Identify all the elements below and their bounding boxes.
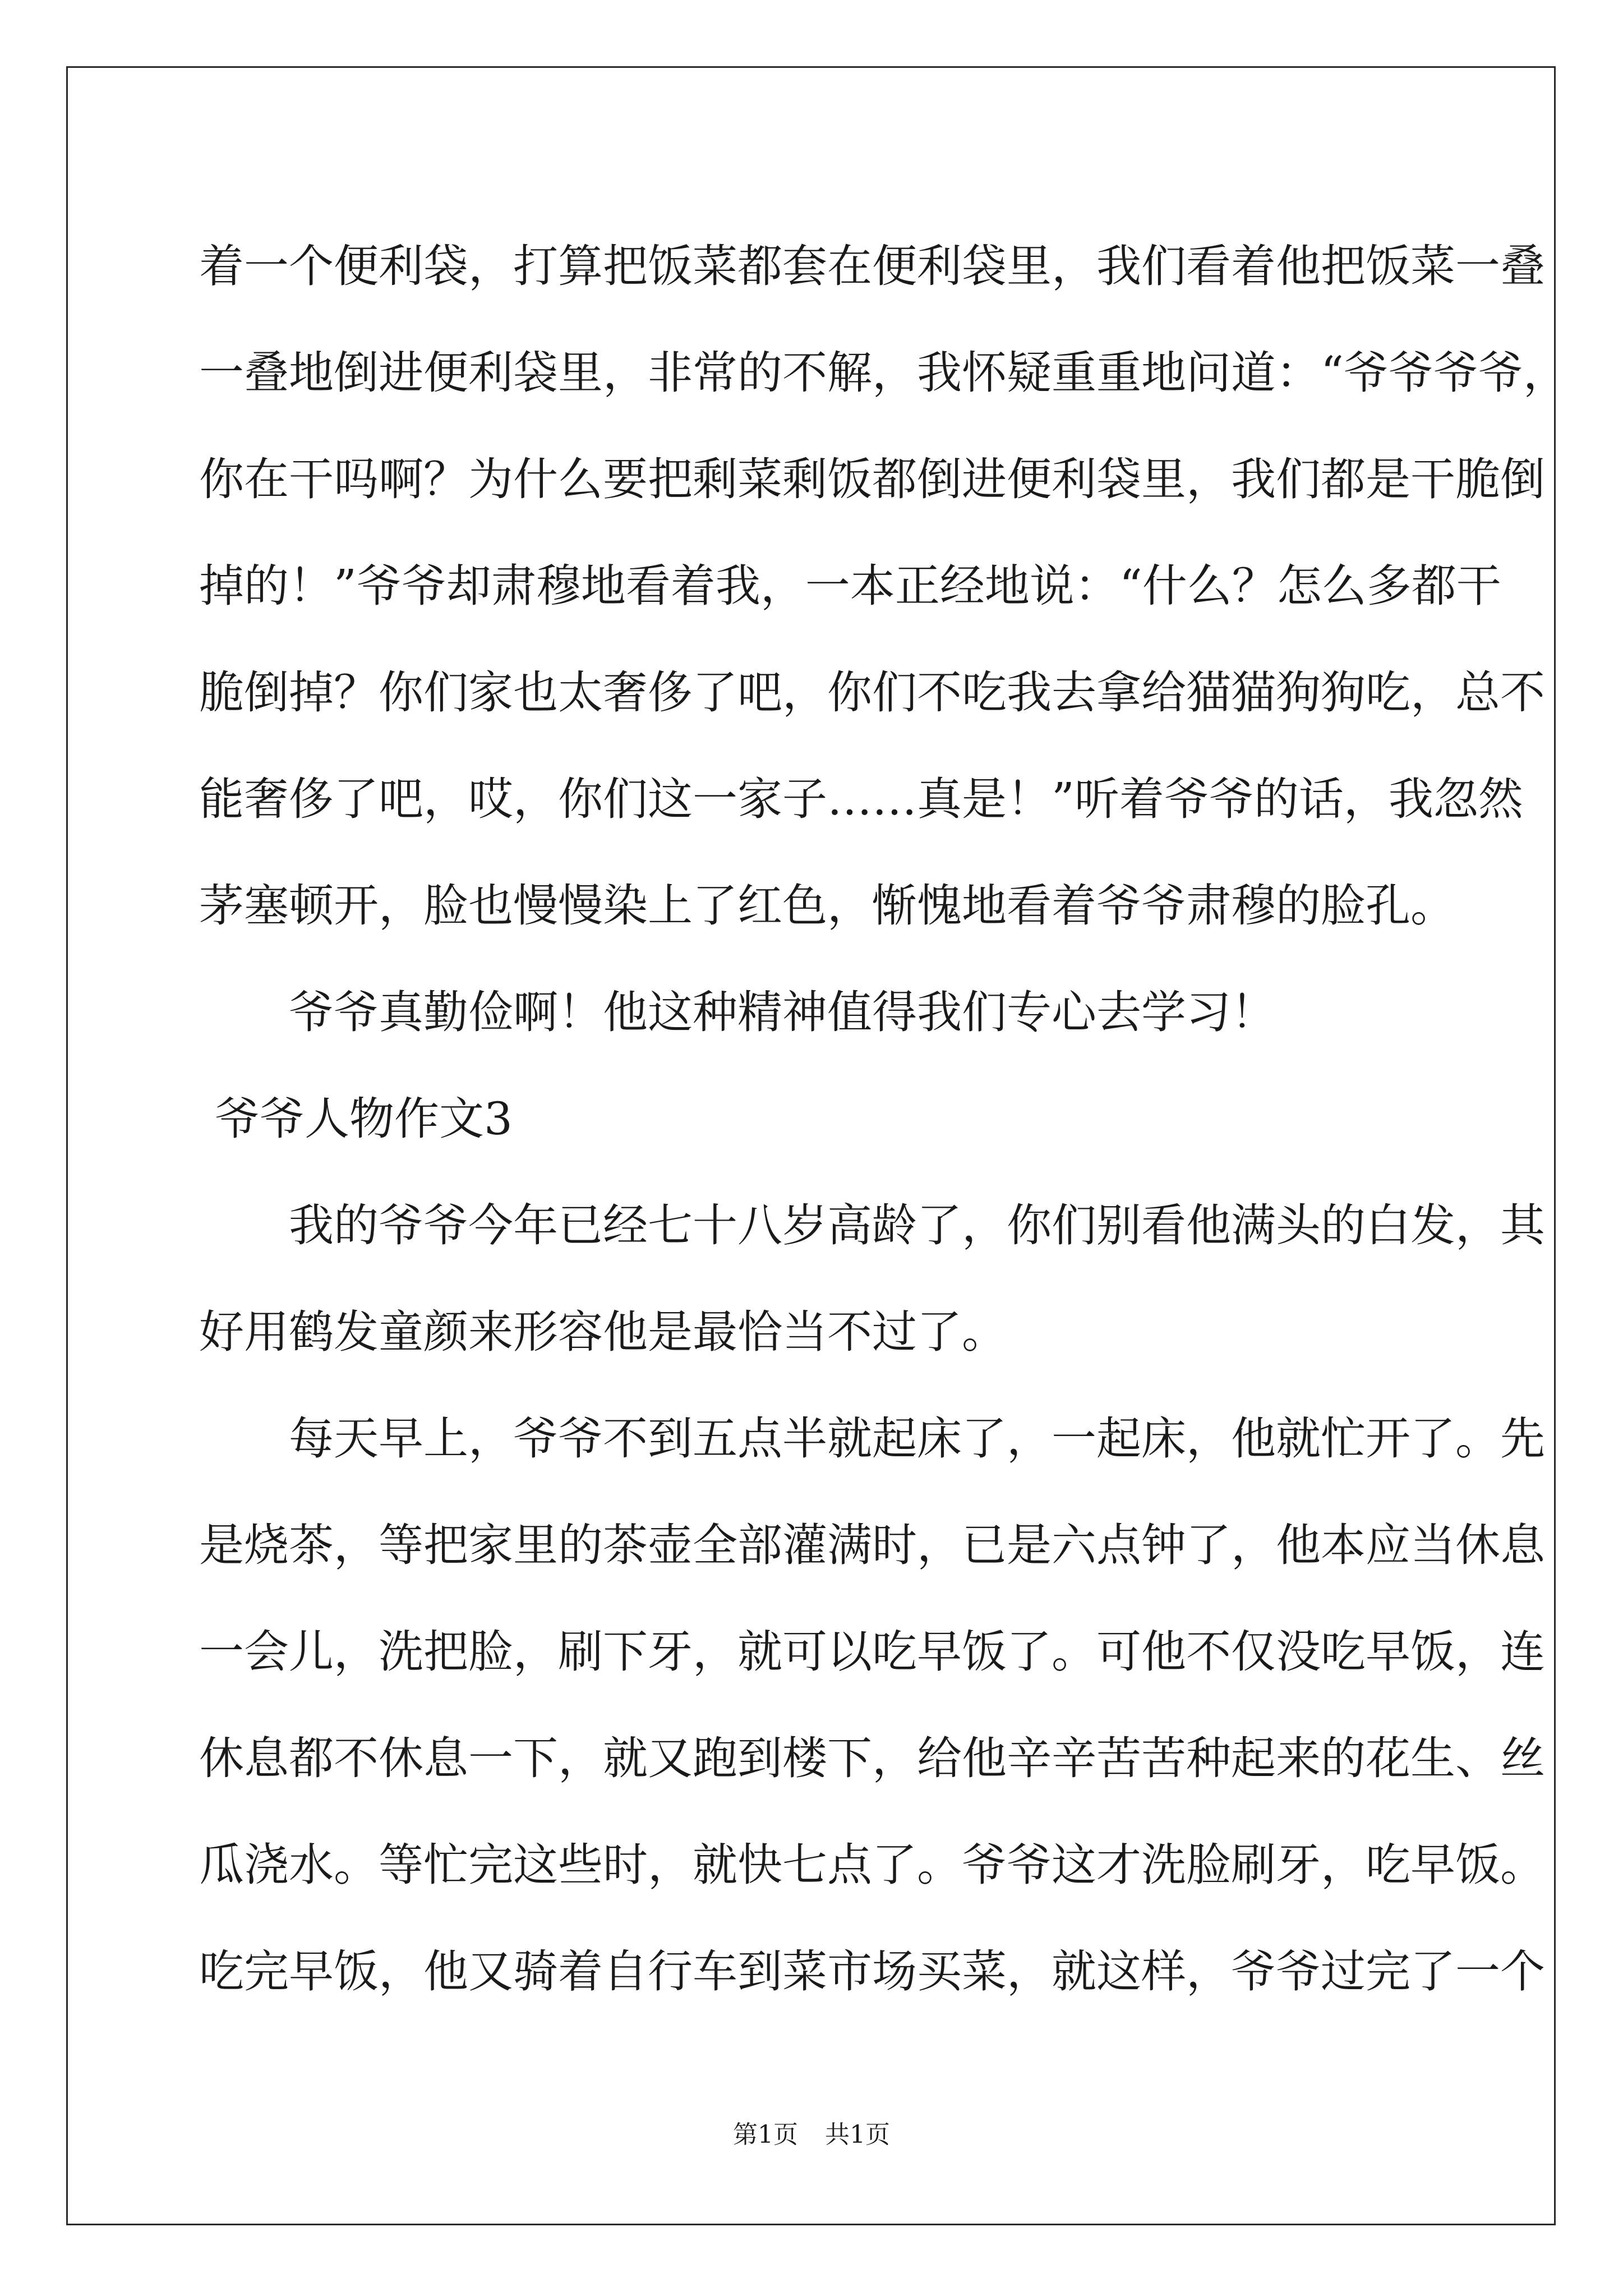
text-line: 爷爷真勤俭啊！他这种精神值得我们专心去学习！ (289, 986, 1276, 1038)
text-line: 着一个便利袋，打算把饭菜都套在便利袋里，我们看着他把饭菜一叠 (199, 240, 1545, 292)
page-number: 第1页 (733, 2120, 798, 2149)
paragraph-3 (199, 1172, 1545, 1386)
text-line: 吃完早饭，他又骑着自行车到菜市场买菜，就这样，爷爷过完了一个 (199, 1945, 1545, 1998)
text-line: 你在干吗啊？为什么要把剩菜剩饭都倒进便利袋里，我们都是干脆倒 (199, 453, 1545, 505)
text-line: 一会儿，洗把脸，刷下牙，就可以吃早饭了。可他不仅没吃早饭，连 (199, 1626, 1545, 1678)
paragraph-1 (199, 213, 1568, 959)
text-line: 好用鹤发童颜来形容他是最恰当不过了。 (199, 1306, 1007, 1358)
section-heading: 爷爷人物作文3 (215, 1093, 513, 1145)
text-line: 掉的！”爷爷却肃穆地看着我，一本正经地说：“什么？怎么多都干 (199, 560, 1501, 612)
text-line: 是烧茶，等把家里的茶壶全部灌满时，已是六点钟了，他本应当休息 (199, 1519, 1545, 1571)
text-line: 休息都不休息一下，就又跑到楼下，给他辛辛苦苦种起来的花生、丝 (199, 1732, 1545, 1784)
text-line: 每天早上，爷爷不到五点半就起床了，一起床，他就忙开了。先 (289, 1412, 1545, 1465)
paragraph-4 (199, 1386, 1545, 2025)
text-line: 能奢侈了吧，哎，你们这一家子……真是！”听着爷爷的话，我忽然 (199, 773, 1523, 825)
text-line: 茅塞顿开，脸也慢慢染上了红色，惭愧地看着爷爷肃穆的脸孔。 (199, 880, 1455, 932)
page-footer (0, 2118, 1623, 2152)
text-line: 一叠地倒进便利袋里，非常的不解，我怀疑重重地问道：“爷爷爷爷， (199, 347, 1568, 399)
page-total: 共1页 (825, 2120, 890, 2149)
text-line: 瓜浇水。等忙完这些时，就快七点了。爷爷这才洗脸刷牙，吃早饭。 (199, 1839, 1545, 1891)
document-body (199, 213, 1568, 2025)
text-line: 脆倒掉？你们家也太奢侈了吧，你们不吃我去拿给猫猫狗狗吃，总不 (199, 666, 1545, 719)
text-line: 我的爷爷今年已经七十八岁高龄了，你们别看他满头的白发，其 (289, 1199, 1545, 1251)
paragraph-2 (199, 959, 1422, 1066)
